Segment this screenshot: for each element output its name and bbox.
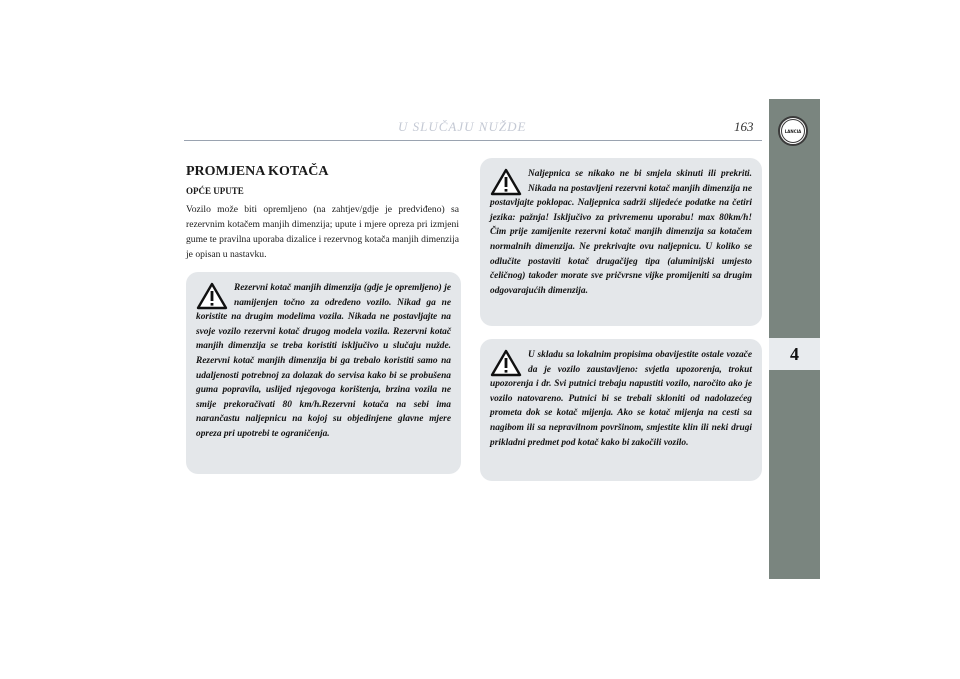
warning-text: U skladu sa lokalnim propisima obavijestite ostale vozače da je vozilo zaustavljeno: svjetla upozorenja, trokut upozorenja i dr. Svi putnici trebaju napustiti vozilo, naročito ako je vozilo natovareno. Putnici bi se trebali skloniti od nadolazećeg prometa dok se kotač mijenja. Ako se kotač mijenja na cesti sa nagibom ili sa nepravilnom površinom, smjestite klin ili neki drugi prikladni predmet pod kotač kako bi zakočili vozilo. (490, 350, 752, 448)
warning-box-label (480, 158, 762, 326)
warning-triangle-icon (196, 282, 228, 310)
warning-triangle-icon (490, 168, 522, 196)
subsection-title: OPĆE UPUTE (186, 186, 244, 196)
chapter-number[interactable]: 4 (769, 338, 820, 370)
warning-triangle-icon (490, 349, 522, 377)
warning-box-spare-wheel (186, 272, 461, 474)
lancia-logo-text: LANCIA (781, 119, 805, 143)
body-text: Vozilo može biti opremljeno (na zahtjev/gdje je predviđeno) sa rezervnim kotačem manjih dimenzija; upute i mjere opreza pri izmjeni gume te pravilna uporaba dizalice i rezervnog kotača manjih dimenzija je opisan u nastavku. (186, 204, 459, 260)
warning-box-road-safety (480, 339, 762, 481)
warning-text: Naljepnica se nikako ne bi smjela skinuti ili prekriti. Nikada na postavljeni rezervni kotač manjih dimenzija ne postavljajte poklopac. Naljepnica sadrži slijedeće podatke na četiri jezika: pažnja! Isključivo za privremenu uporabu! max 80km/h! Čim prije zamijenite rezervni kotač manjih dimenzija sa kotačem normalnih dimenzija. Ne prekrivajte ovu naljepnicu. U koliko se odlučite postaviti kotač drugačijeg tipa (aluminijski umjesto čeličnog) također morate sve pričvrsne vijke promijeniti sa drugim odgovarajućih dimenzija. (490, 169, 752, 296)
header-title: U SLUČAJU NUŽDE (398, 119, 527, 134)
header-rule (184, 140, 762, 141)
section-title: PROMJENA KOTAČA (186, 164, 329, 179)
warning-text: Rezervni kotač manjih dimenzija (gdje je opremljeno) je namijenjen točno za određeno vozilo. Nikad ga ne koristite na drugim modelima vozila. Nikada ne postavljajte na svoje vozilo rezervni kotač drugog modela vozila. Rezervni kotač manjih dimenzija se treba koristiti isključivo u slučaju nužde. Rezervni kotač manjih dimenzija bi ga trebalo koristiti samo na udaljenosti potrebnoj za dolazak do servisa kako bi se probušena guma popravila, uslijed njegovoga korištenja, brzina vozila ne smije prekoračivati 80 km/h.Rezervni kotača na sebi ima narančastu naljepnicu na kojoj su objedinjene glavne mjere opreza pri upotrebi te ograničenja. (196, 283, 451, 439)
page-number: 163 (734, 119, 754, 134)
lancia-logo (778, 116, 808, 146)
